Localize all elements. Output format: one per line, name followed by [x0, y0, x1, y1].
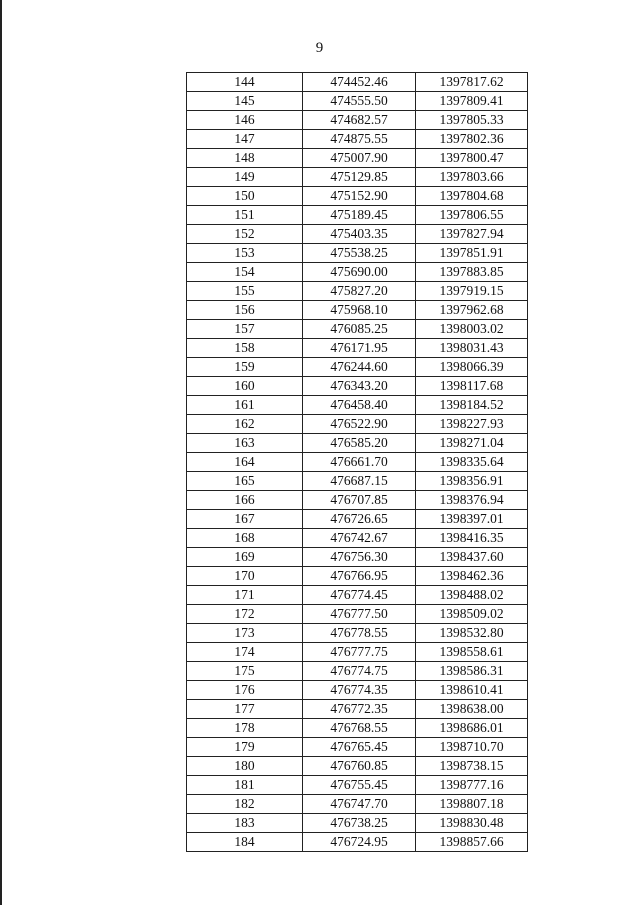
table-row [187, 168, 528, 187]
x-coordinate-cell: 475827.20 [303, 282, 416, 301]
table-row [187, 377, 528, 396]
point-number-cell: 152 [187, 225, 303, 244]
x-coordinate-cell: 475538.25 [303, 244, 416, 263]
y-coordinate-cell: 1398857.66 [416, 833, 528, 852]
point-number-cell: 165 [187, 472, 303, 491]
table-row [187, 358, 528, 377]
point-number-cell: 146 [187, 111, 303, 130]
table-row [187, 472, 528, 491]
table-row [187, 510, 528, 529]
point-number-cell: 167 [187, 510, 303, 529]
x-coordinate-cell: 475690.00 [303, 263, 416, 282]
page-left-border [0, 0, 2, 905]
y-coordinate-cell: 1397804.68 [416, 187, 528, 206]
x-coordinate-cell: 476085.25 [303, 320, 416, 339]
point-number-cell: 163 [187, 434, 303, 453]
table-row [187, 548, 528, 567]
table-row [187, 491, 528, 510]
table-row [187, 567, 528, 586]
x-coordinate-cell: 474452.46 [303, 73, 416, 92]
point-number-cell: 168 [187, 529, 303, 548]
x-coordinate-cell: 474682.57 [303, 111, 416, 130]
x-coordinate-cell: 475129.85 [303, 168, 416, 187]
y-coordinate-cell: 1398509.02 [416, 605, 528, 624]
point-number-cell: 176 [187, 681, 303, 700]
point-number-cell: 181 [187, 776, 303, 795]
x-coordinate-cell: 476585.20 [303, 434, 416, 453]
table-row [187, 301, 528, 320]
table-row [187, 206, 528, 225]
table-row [187, 719, 528, 738]
point-number-cell: 157 [187, 320, 303, 339]
point-number-cell: 183 [187, 814, 303, 833]
table-row [187, 605, 528, 624]
point-number-cell: 145 [187, 92, 303, 111]
y-coordinate-cell: 1397800.47 [416, 149, 528, 168]
table-row [187, 624, 528, 643]
table-row [187, 263, 528, 282]
point-number-cell: 175 [187, 662, 303, 681]
point-number-cell: 160 [187, 377, 303, 396]
y-coordinate-cell: 1398376.94 [416, 491, 528, 510]
coordinates-table-body [187, 73, 528, 852]
point-number-cell: 173 [187, 624, 303, 643]
point-number-cell: 148 [187, 149, 303, 168]
y-coordinate-cell: 1398271.04 [416, 434, 528, 453]
x-coordinate-cell: 475403.35 [303, 225, 416, 244]
x-coordinate-cell: 476661.70 [303, 453, 416, 472]
point-number-cell: 178 [187, 719, 303, 738]
point-number-cell: 184 [187, 833, 303, 852]
point-number-cell: 171 [187, 586, 303, 605]
x-coordinate-cell: 476774.75 [303, 662, 416, 681]
y-coordinate-cell: 1398227.93 [416, 415, 528, 434]
point-number-cell: 153 [187, 244, 303, 263]
y-coordinate-cell: 1398610.41 [416, 681, 528, 700]
x-coordinate-cell: 476458.40 [303, 396, 416, 415]
x-coordinate-cell: 475968.10 [303, 301, 416, 320]
x-coordinate-cell: 476747.70 [303, 795, 416, 814]
point-number-cell: 159 [187, 358, 303, 377]
table-row [187, 73, 528, 92]
table-row [187, 681, 528, 700]
table-row [187, 111, 528, 130]
x-coordinate-cell: 476244.60 [303, 358, 416, 377]
y-coordinate-cell: 1398437.60 [416, 548, 528, 567]
y-coordinate-cell: 1398003.02 [416, 320, 528, 339]
y-coordinate-cell: 1398397.01 [416, 510, 528, 529]
y-coordinate-cell: 1398686.01 [416, 719, 528, 738]
x-coordinate-cell: 476760.85 [303, 757, 416, 776]
point-number-cell: 179 [187, 738, 303, 757]
point-number-cell: 154 [187, 263, 303, 282]
x-coordinate-cell: 476687.15 [303, 472, 416, 491]
point-number-cell: 150 [187, 187, 303, 206]
y-coordinate-cell: 1398335.64 [416, 453, 528, 472]
table-row [187, 529, 528, 548]
table-row [187, 92, 528, 111]
table-row [187, 738, 528, 757]
y-coordinate-cell: 1397806.55 [416, 206, 528, 225]
y-coordinate-cell: 1397817.62 [416, 73, 528, 92]
point-number-cell: 144 [187, 73, 303, 92]
x-coordinate-cell: 476522.90 [303, 415, 416, 434]
x-coordinate-cell: 476343.20 [303, 377, 416, 396]
table-row [187, 453, 528, 472]
table-row [187, 282, 528, 301]
point-number-cell: 177 [187, 700, 303, 719]
x-coordinate-cell: 476724.95 [303, 833, 416, 852]
table-row [187, 339, 528, 358]
y-coordinate-cell: 1398066.39 [416, 358, 528, 377]
x-coordinate-cell: 476774.45 [303, 586, 416, 605]
point-number-cell: 161 [187, 396, 303, 415]
x-coordinate-cell: 475007.90 [303, 149, 416, 168]
point-number-cell: 147 [187, 130, 303, 149]
x-coordinate-cell: 476765.45 [303, 738, 416, 757]
y-coordinate-cell: 1397962.68 [416, 301, 528, 320]
table-row [187, 662, 528, 681]
point-number-cell: 182 [187, 795, 303, 814]
x-coordinate-cell: 476772.35 [303, 700, 416, 719]
point-number-cell: 162 [187, 415, 303, 434]
table-row [187, 833, 528, 852]
point-number-cell: 170 [187, 567, 303, 586]
point-number-cell: 174 [187, 643, 303, 662]
y-coordinate-cell: 1398777.16 [416, 776, 528, 795]
y-coordinate-cell: 1398738.15 [416, 757, 528, 776]
y-coordinate-cell: 1397827.94 [416, 225, 528, 244]
x-coordinate-cell: 474555.50 [303, 92, 416, 111]
y-coordinate-cell: 1398416.35 [416, 529, 528, 548]
table-row [187, 776, 528, 795]
y-coordinate-cell: 1397805.33 [416, 111, 528, 130]
table-row [187, 149, 528, 168]
table-row [187, 586, 528, 605]
y-coordinate-cell: 1398356.91 [416, 472, 528, 491]
point-number-cell: 164 [187, 453, 303, 472]
coordinates-table [186, 72, 528, 852]
point-number-cell: 166 [187, 491, 303, 510]
y-coordinate-cell: 1398807.18 [416, 795, 528, 814]
y-coordinate-cell: 1398184.52 [416, 396, 528, 415]
y-coordinate-cell: 1398586.31 [416, 662, 528, 681]
x-coordinate-cell: 476766.95 [303, 567, 416, 586]
table-row [187, 795, 528, 814]
y-coordinate-cell: 1398031.43 [416, 339, 528, 358]
x-coordinate-cell: 476778.55 [303, 624, 416, 643]
point-number-cell: 169 [187, 548, 303, 567]
y-coordinate-cell: 1398830.48 [416, 814, 528, 833]
table-row [187, 225, 528, 244]
table-row [187, 757, 528, 776]
y-coordinate-cell: 1398488.02 [416, 586, 528, 605]
y-coordinate-cell: 1397803.66 [416, 168, 528, 187]
x-coordinate-cell: 476742.67 [303, 529, 416, 548]
x-coordinate-cell: 476726.65 [303, 510, 416, 529]
table-row [187, 415, 528, 434]
table-row [187, 700, 528, 719]
y-coordinate-cell: 1398532.80 [416, 624, 528, 643]
table-row [187, 244, 528, 263]
y-coordinate-cell: 1397919.15 [416, 282, 528, 301]
y-coordinate-cell: 1397883.85 [416, 263, 528, 282]
table-row [187, 130, 528, 149]
y-coordinate-cell: 1398558.61 [416, 643, 528, 662]
y-coordinate-cell: 1398117.68 [416, 377, 528, 396]
page-number: 9 [315, 40, 324, 56]
y-coordinate-cell: 1398638.00 [416, 700, 528, 719]
y-coordinate-cell: 1398462.36 [416, 567, 528, 586]
x-coordinate-cell: 476777.75 [303, 643, 416, 662]
table-row [187, 320, 528, 339]
y-coordinate-cell: 1397809.41 [416, 92, 528, 111]
table-row [187, 434, 528, 453]
table-row [187, 396, 528, 415]
x-coordinate-cell: 476755.45 [303, 776, 416, 795]
x-coordinate-cell: 476774.35 [303, 681, 416, 700]
point-number-cell: 149 [187, 168, 303, 187]
point-number-cell: 180 [187, 757, 303, 776]
table-row [187, 187, 528, 206]
point-number-cell: 151 [187, 206, 303, 225]
point-number-cell: 156 [187, 301, 303, 320]
x-coordinate-cell: 474875.55 [303, 130, 416, 149]
y-coordinate-cell: 1398710.70 [416, 738, 528, 757]
y-coordinate-cell: 1397851.91 [416, 244, 528, 263]
point-number-cell: 158 [187, 339, 303, 358]
x-coordinate-cell: 476707.85 [303, 491, 416, 510]
x-coordinate-cell: 476171.95 [303, 339, 416, 358]
table-row [187, 814, 528, 833]
y-coordinate-cell: 1397802.36 [416, 130, 528, 149]
x-coordinate-cell: 476756.30 [303, 548, 416, 567]
x-coordinate-cell: 476738.25 [303, 814, 416, 833]
point-number-cell: 172 [187, 605, 303, 624]
table-row [187, 643, 528, 662]
x-coordinate-cell: 476768.55 [303, 719, 416, 738]
point-number-cell: 155 [187, 282, 303, 301]
x-coordinate-cell: 475189.45 [303, 206, 416, 225]
x-coordinate-cell: 476777.50 [303, 605, 416, 624]
x-coordinate-cell: 475152.90 [303, 187, 416, 206]
